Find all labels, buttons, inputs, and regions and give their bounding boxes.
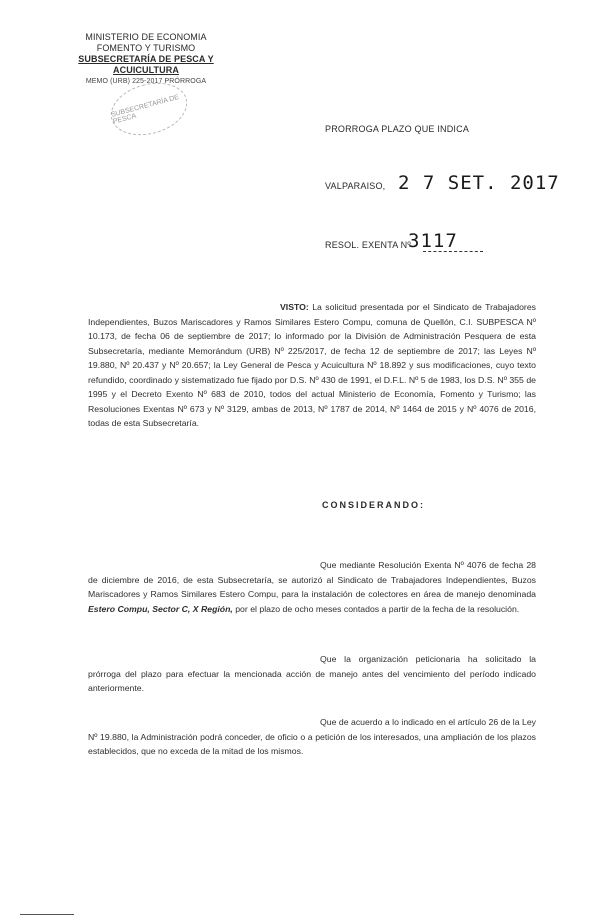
- p1-text-start: Que mediante Resolución Exenta Nº 4076 de fecha 28 de diciembre de 2016, de esta Subsecretaría, se autorizó al Sindicato de Trabajadores Independientes, Buzos Mariscadores y Ramos Similares Estero Compu, para la instalación de colectores en área de manejo denominada: [88, 560, 536, 599]
- p1-area-name: Estero Compu, Sector C, X Región,: [88, 603, 233, 614]
- considerando-text-3: Que de acuerdo a lo indicado en el artículo 26 de la Ley Nº 19.880, la Administración podrá conceder, de oficio o a petición de los interesados, una ampliación de los plazos establecidos, que no exceda de la mitad de los mismos.: [88, 717, 536, 756]
- footer-rule: [20, 914, 74, 915]
- subsecretaria-name: SUBSECRETARÍA DE PESCA Y ACUICULTURA: [78, 54, 214, 75]
- resolution-date: 2 7 SET. 2017: [398, 172, 560, 194]
- considerando-paragraph-1: [88, 558, 536, 616]
- considerando-heading: CONSIDERANDO:: [322, 500, 426, 510]
- considerando-text-1: [88, 558, 536, 616]
- visto-paragraph: [88, 300, 536, 431]
- subject-line: PRORROGA PLAZO QUE INDICA: [325, 124, 470, 134]
- header-block: [48, 32, 244, 87]
- considerando-paragraph-3: [88, 715, 536, 759]
- visto-text: La solicitud presentada por el Sindicato de Trabajadores Independientes, Buzos Mariscadores y Ramos Similares Estero Compu, comuna de Quellón, C.I. SUBPESCA Nº 10.173, de fecha 06 de septiembre de 2017; lo informado por la División de Administración Pesquera de esta Subsecretaría, mediante Memorándum (URB) Nº 225/2017, de fecha 12 de septiembre de 2017; las Leyes Nº 19.880, Nº 20.437 y Nº 20.657; la Ley General de Pesca y Acuicultura Nº 18.892 y sus modificaciones, cuyo texto refundido, coordinado y sistematizado fue fijado por D.S. Nº 430 de 1991, el D.F.L. Nº 5 de 1983, los D.S. Nº 355 de 1995 y el Decreto Exento Nº 683 de 2010, todos del actual Ministerio de Economía, Fomento y Turismo; las Resoluciones Exentas Nº 673 y Nº 3129, ambas de 2013, Nº 1787 de 2014, Nº 1464 de 2015 y Nº 4076 de 2016, todas de esta Subsecretaría.: [88, 302, 536, 428]
- resolution-number-line: [423, 251, 483, 252]
- place-label: VALPARAISO,: [325, 181, 386, 191]
- ministry-subname: FOMENTO Y TURISMO: [96, 43, 196, 53]
- ministry-name: MINISTERIO DE ECONOMIA: [85, 32, 207, 42]
- considerando-text-2: Que la organización peticionaria ha solicitado la prórroga del plazo para efectuar la mencionada acción de manejo antes del vencimiento del período indicado anteriormente.: [88, 654, 536, 693]
- considerando-paragraph-2: [88, 652, 536, 696]
- resolution-number: 3117: [408, 230, 458, 252]
- resolution-label: RESOL. EXENTA Nº: [325, 240, 411, 250]
- p1-text-end: por el plazo de ocho meses contados a partir de la fecha de la resolución.: [232, 603, 520, 614]
- stamp-text: SUBSECRETARÍA DE PESCA: [110, 93, 180, 126]
- memo-reference: MEMO (URB) 225-2017 PRÓRROGA: [85, 78, 207, 85]
- visto-section: [88, 300, 536, 431]
- visto-label: VISTO:: [280, 302, 309, 312]
